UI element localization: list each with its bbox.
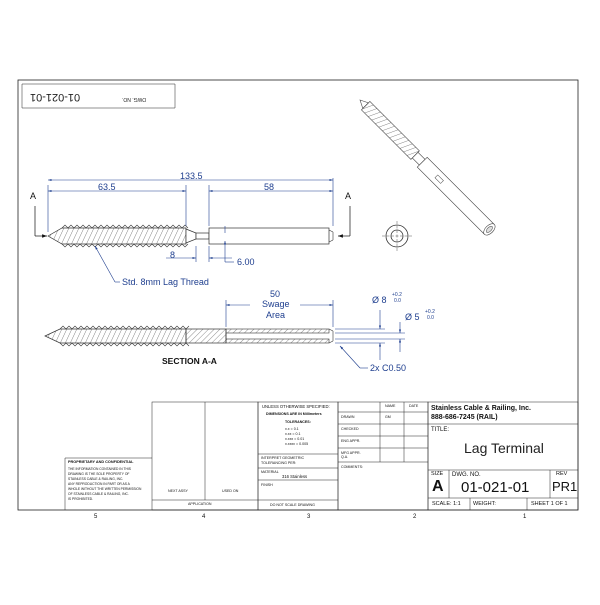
tb-col-name: NAME (385, 404, 396, 408)
tb-drawn-by: GM (385, 415, 391, 419)
tb-tolerancing: TOLERANCING PER: (261, 461, 297, 465)
dim-outer-diameter: Ø 8 (372, 295, 387, 305)
thread-section (48, 228, 186, 244)
section-dimensions (226, 300, 405, 368)
section-marker-left: A (30, 191, 37, 201)
tb-prop-7: IS PROHIBITED. (68, 497, 94, 501)
tb-row-comments: COMMENTS: (341, 465, 363, 469)
tb-prop-1: THE INFORMATION CONTAINED IN THIS (68, 467, 132, 471)
section-title: SECTION A-A (162, 356, 217, 366)
tb-title: Lag Terminal (464, 440, 544, 456)
tb-rev-label: REV (556, 471, 568, 477)
tb-application: APPLICATION (188, 502, 212, 506)
section-view (45, 326, 333, 346)
tb-dwg-no-label: DWG. NO. (452, 472, 481, 478)
thread-callout: Std. 8mm Lag Thread (122, 277, 209, 287)
tb-interpret: INTERPRET GEOMETRIC (261, 456, 305, 460)
tb-unless: UNLESS OTHERWISE SPECIFIED: (262, 404, 330, 409)
dim-bore-tol-plus: +0.2 (425, 309, 435, 315)
tb-prop-4: ANY REPRODUCTION IN PART OR AS A (68, 482, 130, 486)
tb-col-date: DATE (409, 404, 419, 408)
dim-outer-tol-zero: 0.0 (394, 298, 401, 304)
isometric-view (355, 95, 497, 237)
tb-row-mfg: MFG APPR. (341, 451, 361, 455)
tb-phone: 888-686-7245 (RAIL) (431, 414, 498, 421)
tb-rev: PR1 (552, 479, 578, 494)
tb-sheet: SHEET 1 OF 1 (531, 501, 568, 507)
tb-prop-3: STAINLESS CABLE & RAILING, INC. (68, 477, 124, 481)
tb-title-label: TITLE: (431, 427, 450, 433)
tb-tol-2: x.xx = 0.1 (285, 432, 301, 436)
tb-row-checked: CHECKED (341, 427, 359, 431)
end-view (382, 221, 412, 251)
tb-tolerances: TOLERANCES: (285, 420, 311, 424)
dim-bore-diameter: Ø 5 (405, 312, 420, 322)
collar (196, 233, 209, 239)
zone-3: 3 (307, 514, 311, 520)
dim-collar-diameter: 6.00 (237, 257, 255, 267)
tb-tol-3: x.xxx = 0.01 (285, 437, 305, 441)
tb-dwg-no: 01-021-01 (461, 479, 530, 496)
shank (209, 228, 329, 244)
tb-dimensions-in: DIMENSIONS ARE IN Millimeters (266, 412, 322, 416)
tb-material-label: MATERIAL (261, 470, 279, 474)
dim-swage: 50 (270, 289, 281, 299)
dim-overall: 133.5 (180, 171, 203, 181)
tb-next-assy: NEXT ASSY (168, 489, 188, 493)
tb-row-drawn: DRAWN (341, 415, 355, 419)
swage-label-1: Swage (262, 299, 290, 309)
tb-tol-1: x.x = 0.1 (285, 427, 299, 431)
dim-collar-length: 8 (170, 250, 176, 260)
tb-size-label: SIZE (431, 471, 444, 477)
tb-prop-2: DRAWING IS THE SOLE PROPERTY OF (68, 472, 130, 476)
tb-finish-label: FINISH (261, 483, 273, 487)
tb-tol-4: x.xxxx = 0.005 (285, 442, 309, 446)
section-marker-right: A (345, 191, 352, 201)
zone-1: 1 (523, 514, 527, 520)
dim-shank: 58 (264, 182, 275, 192)
dim-thread: 63.5 (98, 182, 116, 192)
lag-terminal-elevation (48, 225, 333, 247)
tb-weight: WEIGHT: (473, 501, 496, 507)
dim-bore-tol-zero: 0.0 (427, 315, 434, 321)
tb-material: 316 Stainless (282, 474, 308, 479)
tb-scale: SCALE: 1:1 (432, 501, 461, 507)
dim-chamfer: 2x C0.50 (370, 363, 407, 373)
tb-prop-5: WHOLE WITHOUT THE WRITTEN PERMISSION (68, 487, 142, 491)
zone-4: 4 (202, 514, 206, 520)
tb-proprietary-title: PROPRIETARY AND CONFIDENTIAL (68, 460, 134, 464)
zone-5: 5 (94, 514, 98, 520)
tb-row-qa: Q.A. (341, 455, 349, 459)
tb-size: A (432, 478, 444, 495)
rotated-dwg-number: 01-021-01 (30, 91, 81, 103)
tb-do-not-scale: DO NOT SCALE DRAWING (270, 503, 315, 507)
tb-prop-6: OF STAINLESS CABLE & RAILING, INC. (68, 492, 129, 496)
swage-label-2: Area (266, 310, 286, 320)
zone-2: 2 (413, 514, 417, 520)
rotated-dwg-label: DWG. NO. (122, 96, 146, 102)
tb-row-eng: ENG APPR. (341, 439, 361, 443)
dim-outer-tol-plus: +0.2 (392, 292, 402, 298)
tb-used-on: USED ON (222, 489, 239, 493)
tb-company: Stainless Cable & Railing, Inc. (431, 405, 531, 412)
